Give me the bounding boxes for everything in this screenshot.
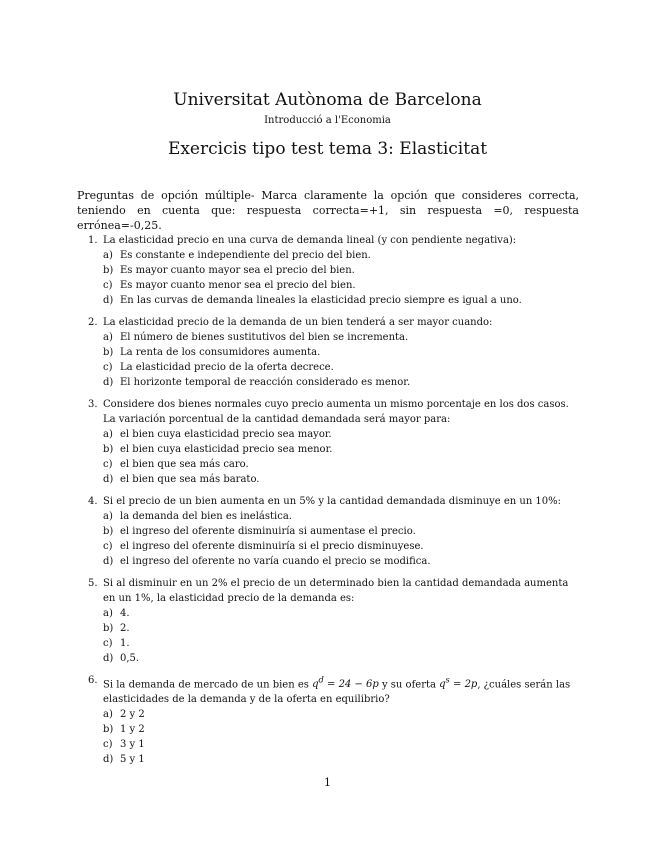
page-number: 1 bbox=[324, 776, 331, 789]
option-c[interactable]: c) el ingreso del oferente disminuiría si el precio disminuyese. bbox=[103, 541, 424, 552]
question-list bbox=[88, 233, 580, 774]
option-d[interactable]: d) 5 y 1 bbox=[103, 754, 145, 766]
option-b[interactable]: b) el ingreso del oferente disminuiría si aumentase el precio. bbox=[103, 526, 416, 537]
option-d[interactable]: d) En las curvas de demanda lineales la elasticidad precio siempre es igual a uno. bbox=[103, 295, 522, 306]
option-d[interactable]: d) el bien que sea más barato. bbox=[103, 474, 260, 485]
option-a[interactable]: a) Es constante e independiente del precio del bien. bbox=[103, 250, 371, 261]
question-text: 5. Si al disminuir en un 2% el precio de un determinado bien la cantidad demandada aumenta bbox=[88, 578, 569, 589]
question-4 bbox=[88, 494, 580, 569]
option-a[interactable]: a) 2 y 2 bbox=[103, 709, 145, 721]
question-number: 5. bbox=[88, 578, 98, 589]
option-b[interactable]: b) Es mayor cuanto mayor sea el precio del bien. bbox=[103, 265, 355, 276]
supply-equation: $q^s = 2p$ bbox=[439, 675, 478, 691]
option-c[interactable]: c) el bien que sea más caro. bbox=[103, 459, 249, 470]
instructions: Preguntas de opción múltiple- Marca claramente la opción que consideres correcta, teniendo en cuenta que: respuesta correcta=+1, sin respuesta =0, respuesta errónea=-0,25. bbox=[77, 189, 579, 232]
question-text-continued: elasticidades de la demanda y de la oferta en equilibrio? bbox=[103, 694, 390, 706]
question-text: 6. Si la demanda de mercado de un bien es $q^d = 24 - 6p$ y su oferta $q^s = 2p$, ¿cuáles serán las bbox=[88, 675, 571, 691]
option-c[interactable]: c) La elasticidad precio de la oferta decrece. bbox=[103, 362, 334, 373]
question-3 bbox=[88, 397, 580, 487]
option-b[interactable]: b) el bien cuya elasticidad precio sea menor. bbox=[103, 444, 333, 455]
option-b[interactable]: b) La renta de los consumidores aumenta. bbox=[103, 347, 321, 358]
question-text-continued: en un 1%, la elasticidad precio de la demanda es: bbox=[103, 593, 355, 604]
option-c[interactable]: c) 1. bbox=[103, 638, 130, 649]
question-number: 2. bbox=[88, 317, 98, 328]
option-b[interactable]: b) 2. bbox=[103, 623, 130, 634]
option-a[interactable]: a) la demanda del bien es inelástica. bbox=[103, 511, 292, 522]
option-c[interactable]: c) 3 y 1 bbox=[103, 739, 145, 751]
option-d[interactable]: d) el ingreso del oferente no varía cuando el precio se modifica. bbox=[103, 556, 431, 567]
option-b[interactable]: b) 1 y 2 bbox=[103, 724, 145, 736]
question-5 bbox=[88, 576, 580, 666]
demand-equation: $q^d = 24 - 6p$ bbox=[312, 675, 379, 691]
question-number: 6. bbox=[88, 675, 98, 686]
question-text: 1. La elasticidad precio en una curva de demanda lineal (y con pendiente negativa): bbox=[88, 235, 517, 246]
option-d[interactable]: d) 0,5. bbox=[103, 653, 140, 664]
option-d[interactable]: d) El horizonte temporal de reacción considerado es menor. bbox=[103, 377, 411, 388]
option-a[interactable]: a) el bien cuya elasticidad precio sea mayor. bbox=[103, 429, 332, 440]
question-text: 4. Si el precio de un bien aumenta en un 5% y la cantidad demandada disminuye en un 10%: bbox=[88, 496, 562, 507]
question-number: 4. bbox=[88, 496, 98, 507]
university-name: Universitat Autònoma de Barcelona bbox=[173, 90, 482, 110]
question-6 bbox=[88, 673, 580, 767]
option-c[interactable]: c) Es mayor cuanto menor sea el precio del bien. bbox=[103, 280, 356, 291]
question-2 bbox=[88, 315, 580, 390]
course-name: Introducció a l'Economia bbox=[264, 115, 391, 126]
option-a[interactable]: a) 4. bbox=[103, 608, 130, 619]
question-number: 3. bbox=[88, 399, 98, 410]
question-number: 1. bbox=[88, 235, 98, 246]
page-title: Exercicis tipo test tema 3: Elasticitat bbox=[167, 139, 488, 159]
question-text-continued: La variación porcentual de la cantidad demandada será mayor para: bbox=[103, 414, 451, 425]
option-a[interactable]: a) El número de bienes sustitutivos del bien se incrementa. bbox=[103, 332, 409, 343]
question-1 bbox=[88, 233, 580, 308]
question-text: 3. Considere dos bienes normales cuyo precio aumenta un mismo porcentaje en los dos casos. bbox=[88, 399, 569, 410]
question-text: 2. La elasticidad precio de la demanda de un bien tenderá a ser mayor cuando: bbox=[88, 317, 493, 328]
